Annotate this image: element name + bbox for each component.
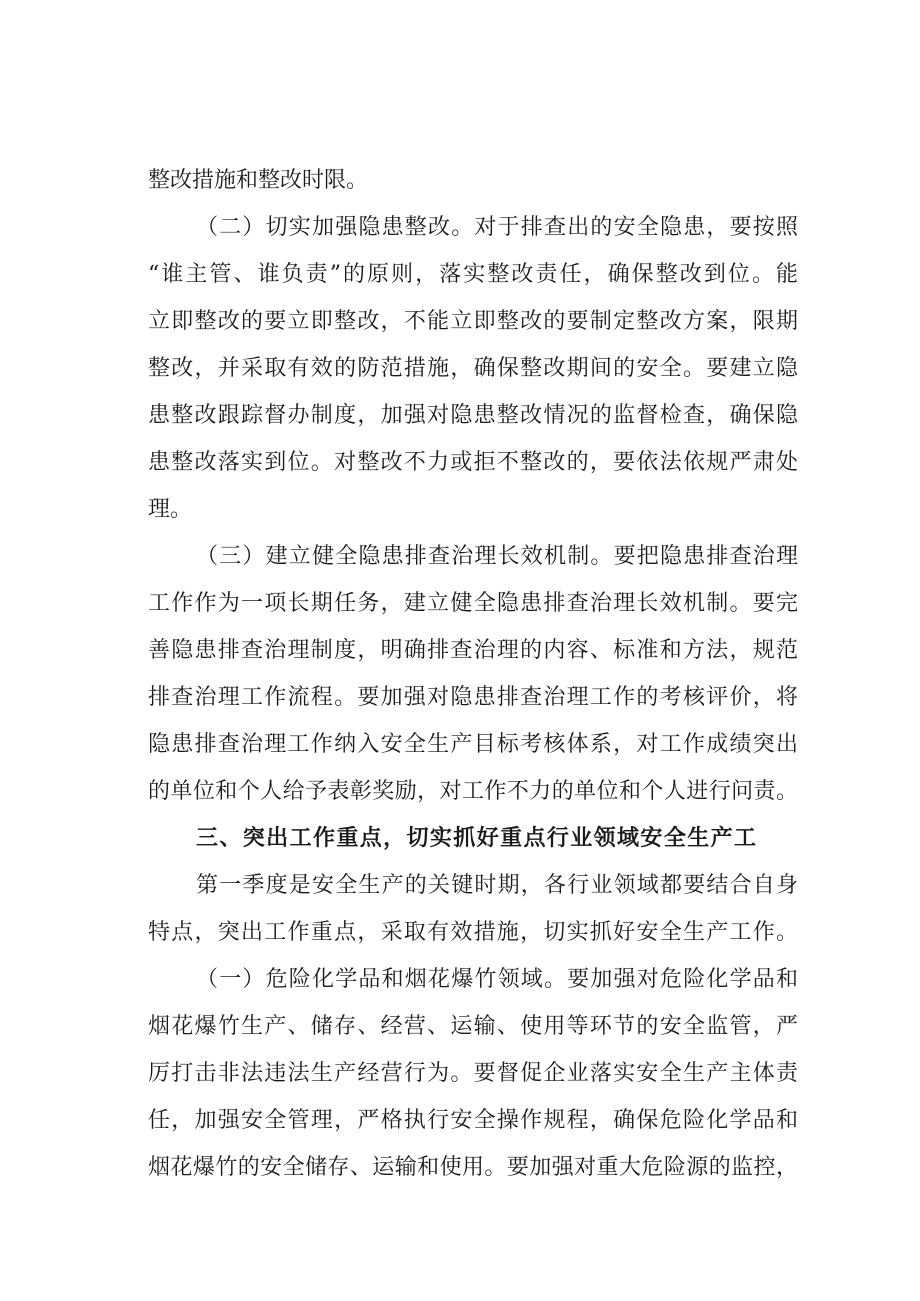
section-heading: 三、突出工作重点，切实抓好重点行业领域安全生产工 [196, 826, 756, 851]
paragraph-line: 整改，并采取有效的防范措施，确保整改期间的安全。要建立隐 [148, 356, 798, 381]
paragraph-line: 特点，突出工作重点，采取有效措施，切实抓好安全生产工作。 [148, 920, 798, 945]
paragraph-line: （二）切实加强隐患整改。对于排查出的安全隐患，要按照 [196, 215, 798, 240]
paragraph-line: 排查治理工作流程。要加强对隐患排查治理工作的考核评价，将 [148, 685, 798, 710]
paragraph-line: 善隐患排查治理制度，明确排查治理的内容、标准和方法，规范 [148, 638, 798, 663]
paragraph-line: （三）建立健全隐患排查治理长效机制。要把隐患排查治理 [196, 544, 798, 569]
paragraph-line: 烟花爆竹的安全储存、运输和使用。要加强对重大危险源的监控， [148, 1155, 798, 1180]
paragraph-line: 患整改跟踪督办制度，加强对隐患整改情况的监督检查，确保隐 [148, 403, 798, 428]
paragraph-line: 理。 [148, 497, 193, 522]
paragraph-line: 烟花爆竹生产、储存、经营、运输、使用等环节的安全监管，严 [148, 1014, 798, 1039]
paragraph-line: 患整改落实到位。对整改不力或拒不整改的，要依法依规严肃处 [148, 450, 798, 475]
paragraph-line: 第一季度是安全生产的关键时期，各行业领域都要结合自身 [196, 873, 798, 898]
paragraph-line: 任，加强安全管理，严格执行安全操作规程，确保危险化学品和 [148, 1108, 798, 1133]
paragraph-line: （一）危险化学品和烟花爆竹领域。要加强对危险化学品和 [196, 967, 798, 992]
paragraph-line: 工作作为一项长期任务，建立健全隐患排查治理长效机制。要完 [148, 591, 798, 616]
paragraph-line: 立即整改的要立即整改，不能立即整改的要制定整改方案，限期 [148, 309, 798, 334]
paragraph-line: 厉打击非法违法生产经营行为。要督促企业落实安全生产主体责 [148, 1061, 798, 1086]
paragraph-line: “谁主管、谁负责”的原则，落实整改责任，确保整改到位。能 [148, 262, 798, 287]
paragraph-line: 整改措施和整改时限。 [148, 168, 369, 193]
paragraph-line: 的单位和个人给予表彰奖励，对工作不力的单位和个人进行问责。 [148, 779, 798, 804]
paragraph-line: 隐患排查治理工作纳入安全生产目标考核体系，对工作成绩突出 [148, 732, 798, 757]
